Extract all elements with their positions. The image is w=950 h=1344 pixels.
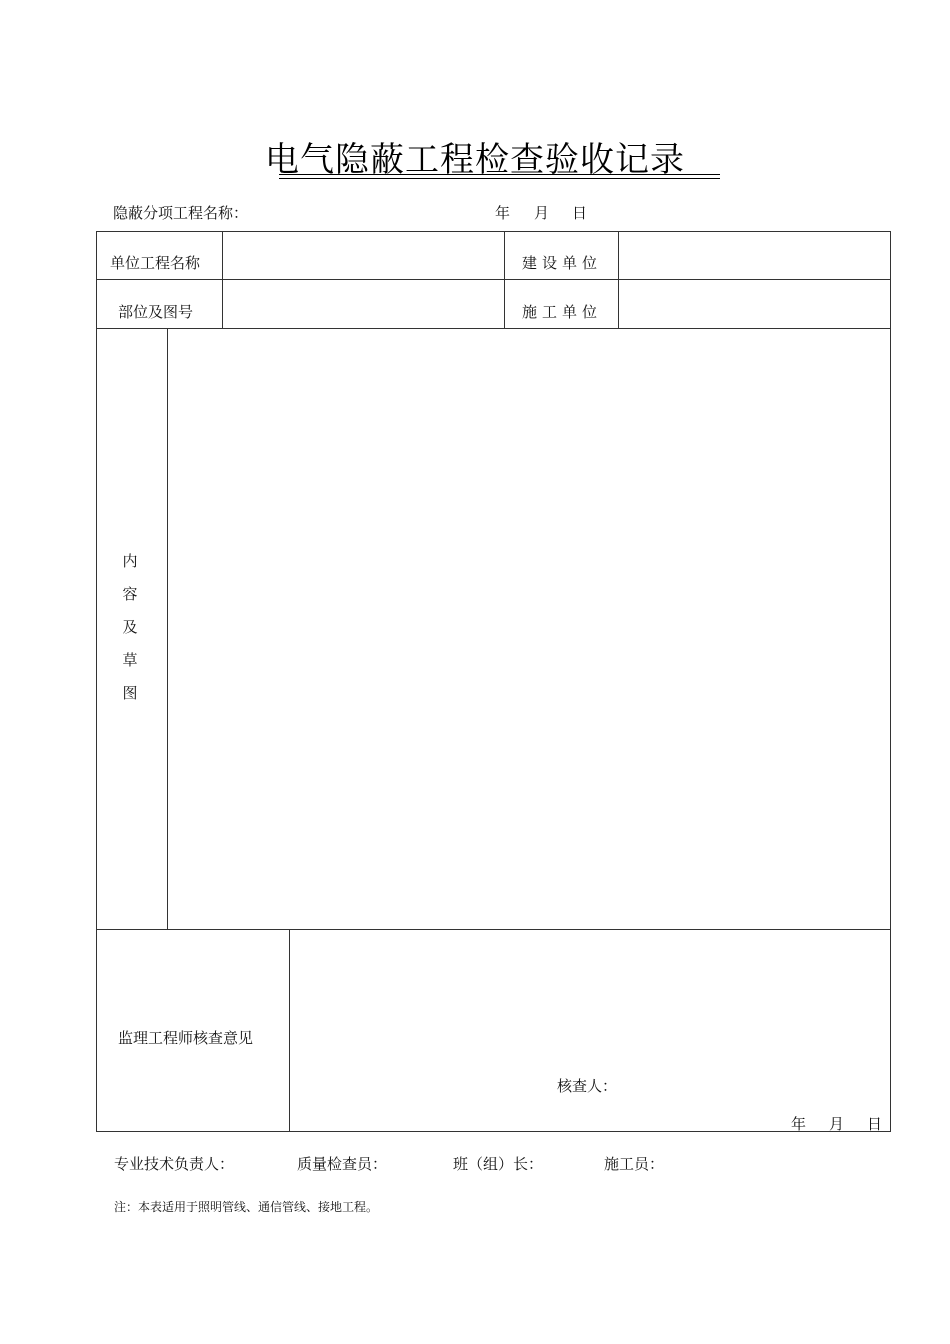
title-underline xyxy=(279,174,720,175)
supervisor-col-divider xyxy=(289,929,290,1131)
header-date-month: 月 xyxy=(534,204,550,222)
location-drawing-field[interactable] xyxy=(224,281,502,326)
supervisor-opinion-label: 监理工程师核查意见 xyxy=(118,1029,254,1047)
col-divider-c xyxy=(618,231,619,328)
col-divider-b xyxy=(504,231,505,328)
title-underline-second xyxy=(279,178,720,179)
supervisor-opinion-field[interactable] xyxy=(291,931,888,1061)
checker-label: 核查人： xyxy=(557,1077,618,1095)
content-label-char: 草 xyxy=(122,651,138,669)
row-divider-1 xyxy=(96,279,891,280)
table-date-month: 月 xyxy=(829,1115,845,1133)
table-right-border xyxy=(890,231,891,1131)
quality-inspector-signature-label: 质量检查员： xyxy=(297,1155,388,1173)
builder-label: 施工单位 xyxy=(522,303,603,321)
header-date-year: 年 xyxy=(495,204,511,222)
footnote: 注：本表适用于照明管线、通信管线、接地工程。 xyxy=(114,1200,379,1214)
content-label-char: 内 xyxy=(122,552,138,570)
content-col-divider xyxy=(167,328,168,929)
row-divider-2 xyxy=(96,328,891,329)
table-date-year: 年 xyxy=(791,1115,807,1133)
hidden-item-name-label: 隐蔽分项工程名称： xyxy=(113,204,249,222)
row-divider-3 xyxy=(96,929,891,930)
content-sketch-area[interactable] xyxy=(169,330,888,927)
unit-project-name-field[interactable] xyxy=(224,233,502,277)
table-top-border xyxy=(96,231,891,232)
tech-lead-signature-label: 专业技术负责人： xyxy=(114,1155,235,1173)
col-divider-a xyxy=(222,231,223,328)
builder-field[interactable] xyxy=(620,281,888,326)
location-drawing-label: 部位及图号 xyxy=(118,303,194,321)
content-label-char: 图 xyxy=(122,684,138,702)
header-date-day: 日 xyxy=(572,204,588,222)
table-left-border xyxy=(96,231,97,1131)
construction-owner-label: 建设单位 xyxy=(522,254,603,272)
content-label-char: 及 xyxy=(122,618,138,636)
table-bottom-border xyxy=(96,1131,891,1132)
team-leader-signature-label: 班（组）长： xyxy=(453,1155,544,1173)
page-title: 电气隐蔽工程检查验收记录 xyxy=(265,140,685,180)
table-date-day: 日 xyxy=(867,1115,883,1133)
unit-project-name-label: 单位工程名称 xyxy=(110,254,201,272)
content-sketch-label xyxy=(120,545,140,710)
constructor-signature-label: 施工员： xyxy=(604,1155,665,1173)
content-label-char: 容 xyxy=(122,585,138,603)
construction-owner-field[interactable] xyxy=(620,233,888,277)
